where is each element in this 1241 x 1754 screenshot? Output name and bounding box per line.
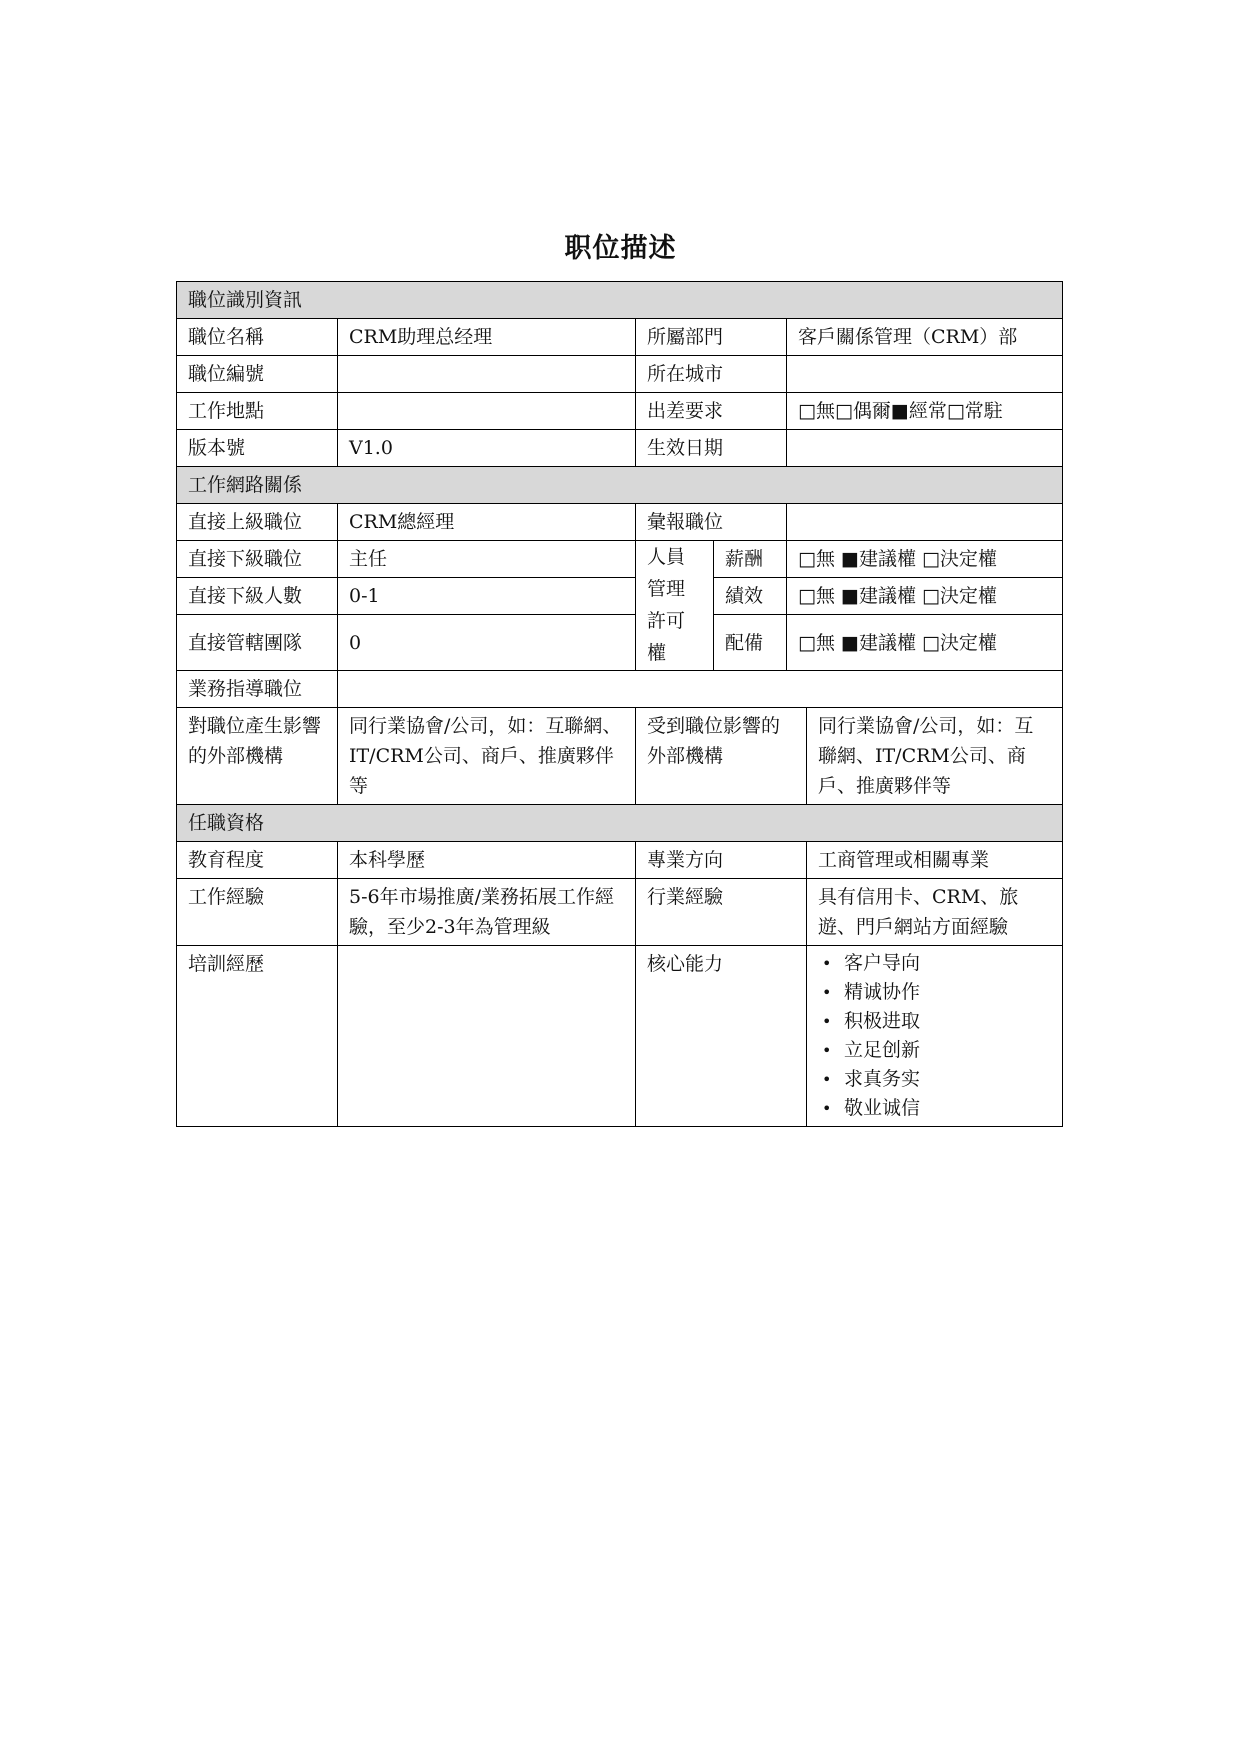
direct-superior-value: CRM總經理 — [338, 504, 636, 541]
position-name-label: 職位名稱 — [177, 319, 338, 356]
influence-in-label: 受到職位影響的外部機構 — [636, 708, 807, 805]
travel-label: 出差要求 — [636, 393, 787, 430]
effective-date-label: 生效日期 — [636, 430, 787, 467]
job-description-table — [176, 281, 1063, 1127]
core-competency-label: 核心能力 — [636, 946, 807, 1127]
core-competency-list — [818, 949, 1051, 1123]
experience-value: 5-6年市場推廣/業務拓展工作經驗，至少2-3年為管理級 — [338, 879, 636, 946]
core-competency-list-cell — [807, 946, 1063, 1127]
core-competency-item: • 求真务实 — [818, 1065, 1051, 1094]
training-value — [338, 946, 636, 1127]
core-competency-item: • 精诚协作 — [818, 978, 1051, 1007]
direct-subordinate-value: 主任 — [338, 541, 636, 578]
performance-label: 績效 — [714, 578, 787, 615]
influence-out-value: 同行業協會/公司，如：互聯網、IT/CRM公司、商戶、推廣夥伴等 — [338, 708, 636, 805]
direct-superior-label: 直接上級職位 — [177, 504, 338, 541]
effective-date-value — [787, 430, 1063, 467]
report-label: 彙報職位 — [636, 504, 787, 541]
training-label: 培訓經歷 — [177, 946, 338, 1127]
page-title: 职位描述 — [564, 233, 677, 264]
staffing-options: □無 ■建議權 □決定權 — [787, 615, 1063, 671]
direct-subordinate-label: 直接下級職位 — [177, 541, 338, 578]
work-location-label: 工作地點 — [177, 393, 338, 430]
subordinate-count-value: 0-1 — [338, 578, 636, 615]
guidance-label: 業務指導職位 — [177, 671, 338, 708]
influence-out-label: 對職位產生影響的外部機構 — [177, 708, 338, 805]
core-competency-item: • 敬业诚信 — [818, 1094, 1051, 1123]
guidance-value — [338, 671, 1063, 708]
team-value: 0 — [338, 615, 636, 671]
education-label: 教育程度 — [177, 842, 338, 879]
team-label: 直接管轄團隊 — [177, 615, 338, 671]
position-code-label: 職位編號 — [177, 356, 338, 393]
core-competency-item: • 立足创新 — [818, 1036, 1051, 1065]
position-code-value — [338, 356, 636, 393]
hr-authority-label: 人員管理許可權 — [636, 541, 714, 671]
travel-options: □無□偶爾■經常□常駐 — [787, 393, 1063, 430]
major-label: 專業方向 — [636, 842, 807, 879]
core-competency-item: • 客户导向 — [818, 949, 1051, 978]
section-header-network: 工作網路關係 — [177, 467, 1063, 504]
core-competency-item: • 积极进取 — [818, 1007, 1051, 1036]
performance-options: □無 ■建議權 □決定權 — [787, 578, 1063, 615]
salary-options: □無 ■建議權 □決定權 — [787, 541, 1063, 578]
position-name-value: CRM助理总经理 — [338, 319, 636, 356]
work-location-value — [338, 393, 636, 430]
report-value — [787, 504, 1063, 541]
section-header-qualification: 任職資格 — [177, 805, 1063, 842]
department-value: 客戶關係管理（CRM）部 — [787, 319, 1063, 356]
staffing-label: 配備 — [714, 615, 787, 671]
industry-value: 具有信用卡、CRM、旅遊、門戶網站方面經驗 — [807, 879, 1063, 946]
section-header-identity: 職位識別資訊 — [177, 282, 1063, 319]
version-label: 版本號 — [177, 430, 338, 467]
experience-label: 工作經驗 — [177, 879, 338, 946]
department-label: 所屬部門 — [636, 319, 787, 356]
city-value — [787, 356, 1063, 393]
city-label: 所在城市 — [636, 356, 787, 393]
salary-label: 薪酬 — [714, 541, 787, 578]
education-value: 本科學歷 — [338, 842, 636, 879]
version-value: V1.0 — [338, 430, 636, 467]
industry-label: 行業經驗 — [636, 879, 807, 946]
major-value: 工商管理或相關專業 — [807, 842, 1063, 879]
subordinate-count-label: 直接下級人數 — [177, 578, 338, 615]
influence-in-value: 同行業協會/公司，如：互聯網、IT/CRM公司、商戶、推廣夥伴等 — [807, 708, 1063, 805]
